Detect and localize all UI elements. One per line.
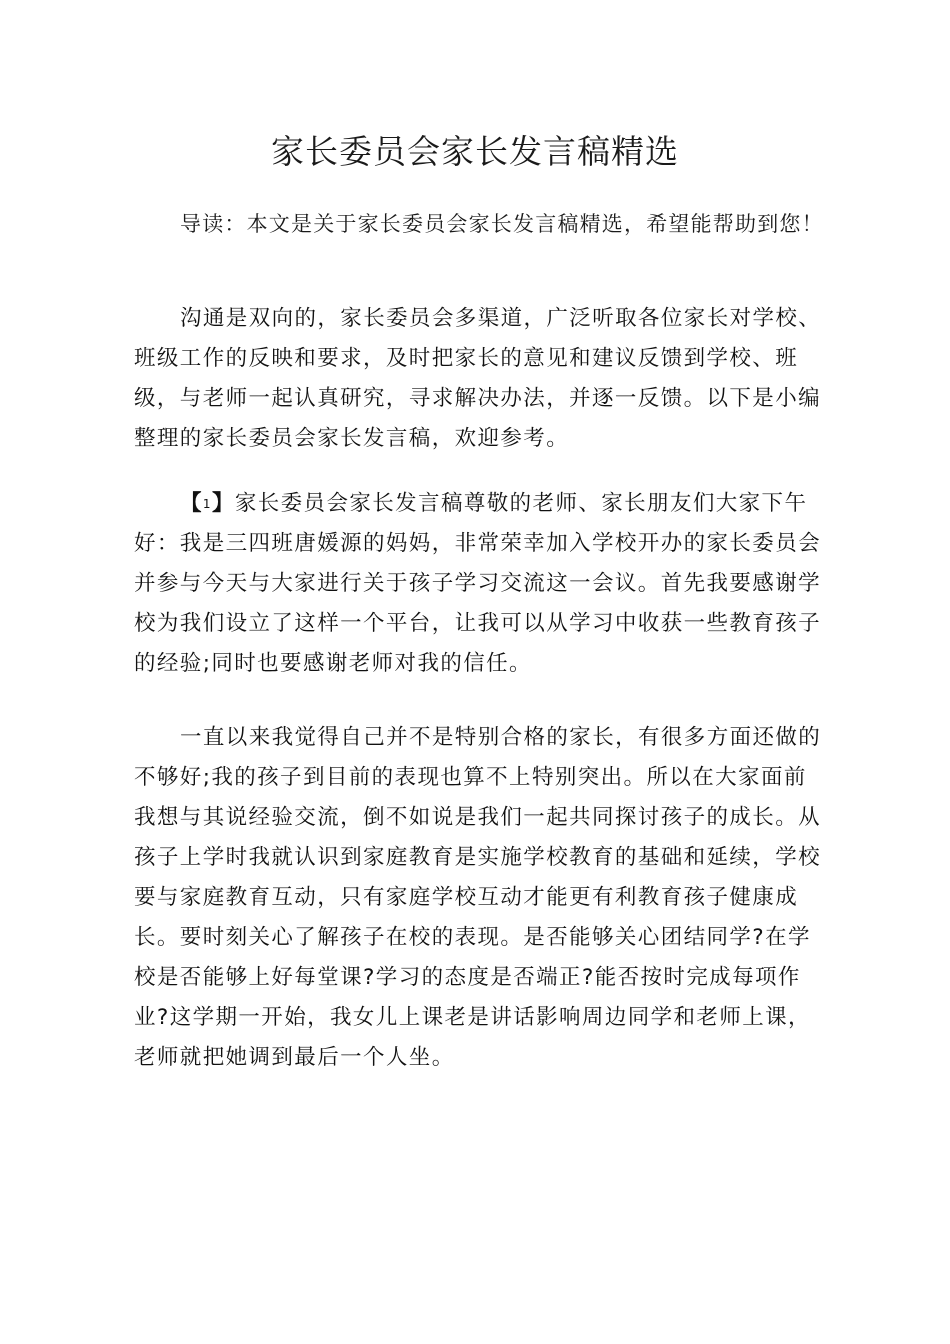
body-paragraph-3: 一直以来我觉得自己并不是特别合格的家长，有很多方面还做的不够好;我的孩子到目前的表现也算不上特别突出。所以在大家面前我想与其说经验交流，倒不如说是我们一起共同探讨孩子的成长。从孩子上学时我就认识到家庭教育是实施学校教育的基础和延续，学校要与家庭教育互动，只有家庭学校互动才能更有利教育孩子健康成长。要时刻关心了解孩子在校的表现。是否能够关心团结同学?在学校是否能够上好每堂课?学习的态度是否端正?能否按时完成每项作业?这学期一开始，我女儿上课老是讲话影响周边同学和老师上课，老师就把她调到最后一个人坐。 (134, 725, 822, 1070)
section-open-bracket: 【 (180, 491, 203, 516)
intro-paragraph: 导读：本文是关于家长委员会家长发言稿精选，希望能帮助到您！ (180, 212, 824, 236)
document-title: 家长委员会家长发言稿精选 (271, 132, 679, 171)
section-marker (180, 491, 235, 516)
body-paragraph-2 (134, 484, 824, 684)
section-close-bracket: 】 (211, 491, 235, 516)
body-paragraph-2-text: 家长委员会家长发言稿尊敬的老师、家长朋友们大家下午好：我是三四班唐媛源的妈妈，非常荣幸加入学校开办的家长委员会并参与今天与大家进行关于孩子学习交流这一会议。首先我要感谢学校为我们设立了这样一个平台，让我可以从学习中收获一些教育孩子的经验;同时也要感谢老师对我的信任。 (134, 491, 822, 676)
body-paragraph-1: 沟通是双向的，家长委员会多渠道，广泛听取各位家长对学校、班级工作的反映和要求，及时把家长的意见和建议反馈到学校、班级，与老师一起认真研究，寻求解决办法，并逐一反馈。以下是小编整理的家长委员会家长发言稿，欢迎参考。 (134, 306, 822, 451)
section-number: 1 (202, 497, 212, 511)
